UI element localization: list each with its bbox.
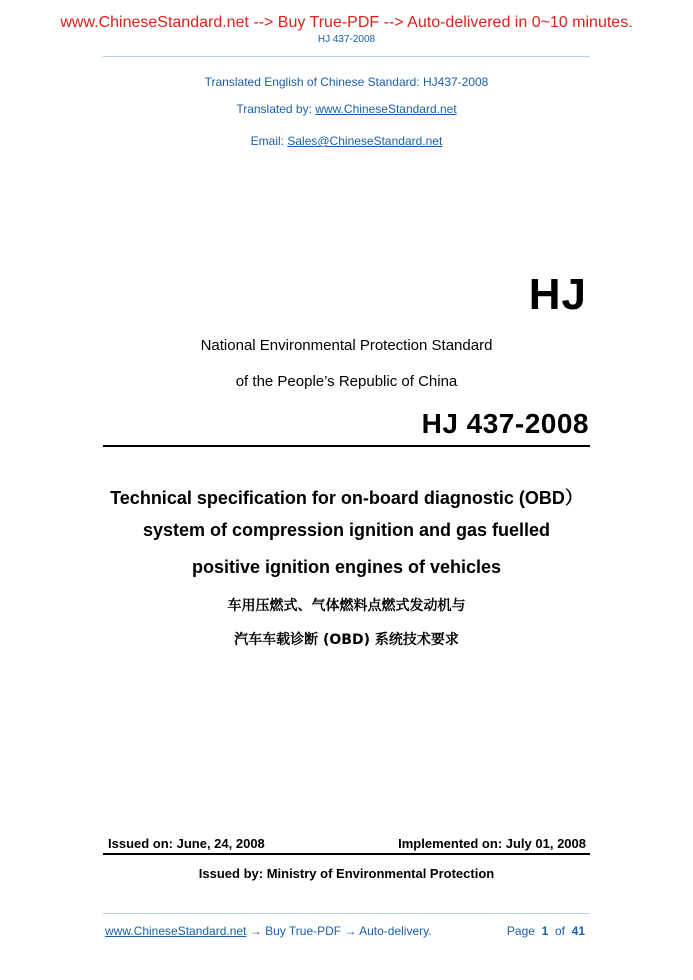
footer-divider xyxy=(103,913,590,914)
page-current: 1 xyxy=(541,924,549,938)
email-link[interactable]: Sales@ChineseStandard.net xyxy=(287,134,443,148)
title-english-line3: positive ignition engines of vehicles xyxy=(191,557,502,577)
issued-on-date: Issued on: June, 24, 2008 xyxy=(108,836,265,851)
title-chinese-line1: 车用压燃式、气体燃料点燃式发动机与 xyxy=(227,598,466,614)
implemented-on-date: Implemented on: July 01, 2008 xyxy=(398,836,586,851)
top-banner[interactable]: www.ChineseStandard.net --> Buy True-PDF --> Auto-delivered in 0~10 minutes. xyxy=(60,14,633,31)
page-total: 41 xyxy=(571,924,585,938)
title-chinese-line2: 汽车车载诊断 (OBD) 系统技术要求 xyxy=(234,632,459,648)
page-of: of xyxy=(554,924,565,938)
translated-by-label: Translated by: xyxy=(236,102,316,116)
page-label: Page xyxy=(506,924,535,938)
title-english-line2: system of compression ignition and gas fuelled xyxy=(142,520,551,540)
standard-number: HJ 437-2008 xyxy=(421,408,589,439)
footer-promo-text: → Buy True-PDF → Auto-delivery. xyxy=(246,924,432,938)
email-label: Email: xyxy=(250,134,288,148)
hj-logo-text: HJ xyxy=(528,270,587,319)
issuing-authority: Issued by: Ministry of Environmental Protection xyxy=(198,866,495,881)
translation-note: Translated English of Chinese Standard: HJ437-2008 xyxy=(204,75,489,89)
email-line xyxy=(0,134,693,148)
title-divider xyxy=(103,445,590,447)
footer-promo xyxy=(105,924,432,938)
page-indicator xyxy=(507,924,585,938)
translated-by-line xyxy=(0,102,693,116)
translator-website-link[interactable]: www.ChineseStandard.net xyxy=(315,102,457,116)
standard-category-line2: of the People’s Republic of China xyxy=(235,373,458,390)
header-divider xyxy=(103,56,590,57)
issue-divider xyxy=(103,853,590,855)
title-english-line1: Technical specification for on-board diagnostic (OBD） xyxy=(110,488,583,508)
header-standard-code: HJ 437-2008 xyxy=(317,34,376,45)
standard-category-line1: National Environmental Protection Standard xyxy=(200,337,493,354)
footer-website-link[interactable]: www.ChineseStandard.net xyxy=(105,924,247,938)
